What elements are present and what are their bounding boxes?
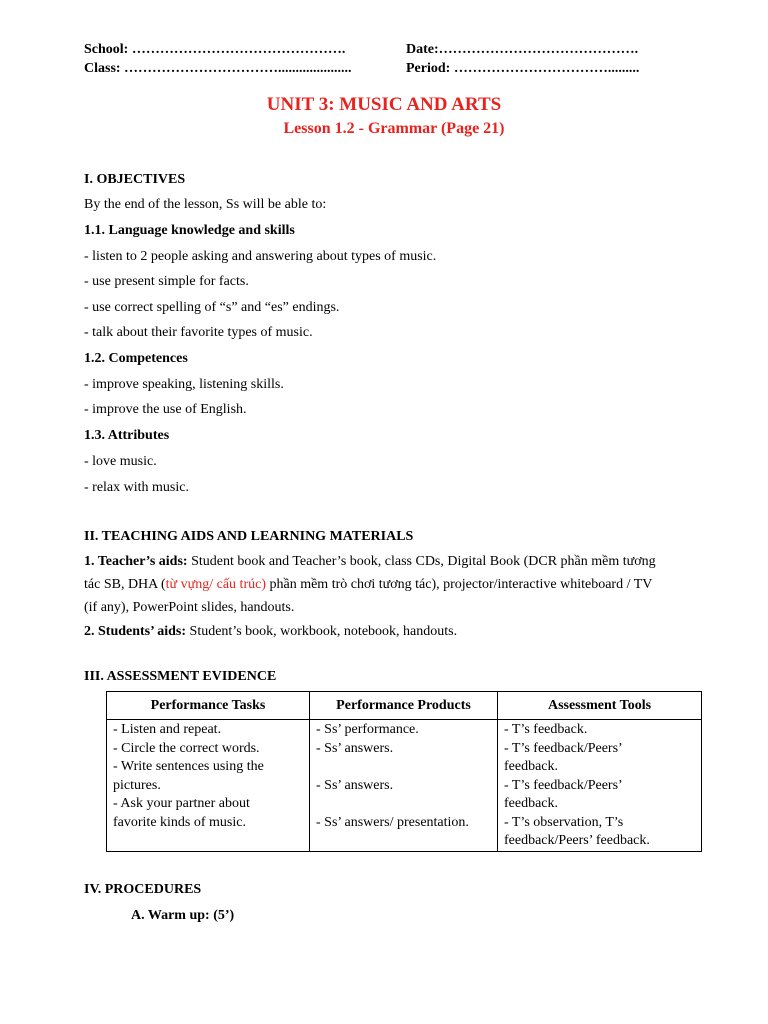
list-item: - love music. [84,454,157,469]
cell-line: - Ss’ answers/ presentation. [316,814,469,830]
lesson-title: Lesson 1.2 - Grammar (Page 21) [283,120,505,137]
cell-line [316,758,491,777]
list-item: - talk about their favorite types of music. [84,325,313,340]
competences-heading: 1.2. Competences [84,351,188,366]
class-field: Class: ……………………………..................... [84,61,352,76]
cell-line: - Write sentences using the [113,759,264,774]
cell-line: - Ss’ answers. [316,777,394,793]
teacher-aids-line-2 [84,577,652,593]
cell-line: - T’s feedback. [504,722,588,737]
teacher-aids-line-3: (if any), PowerPoint slides, handouts. [84,600,295,615]
cell-line: - T’s feedback/Peers’ [504,740,623,756]
period-field: Period: ……………………………......... [406,61,640,76]
cell-line: favorite kinds of music. [113,814,246,830]
date-field: Date:……………………………………. [406,42,639,57]
cell-line: - Ss’ performance. [316,722,419,737]
cell-line: feedback. [504,759,559,774]
assessment-heading: III. ASSESSMENT EVIDENCE [84,669,277,684]
tools-cell [498,720,702,852]
cell-line: - Circle the correct words. [113,740,260,756]
students-aids-label: 2. Students’ aids: [84,624,187,639]
products-cell [310,720,498,852]
column-header: Performance Products [310,692,498,720]
list-item: - use present simple for facts. [84,274,249,289]
list-item: - improve the use of English. [84,402,247,417]
cell-line [316,795,491,814]
cell-line: - Listen and repeat. [113,722,222,737]
column-header: Performance Tasks [107,692,310,720]
cell-line: feedback/Peers’ feedback. [504,833,650,848]
procedures-heading: IV. PROCEDURES [84,882,202,897]
objectives-intro: By the end of the lesson, Ss will be able to: [84,197,327,212]
tasks-cell [107,720,310,852]
list-item: - use correct spelling of “s” and “es” endings. [84,300,340,315]
list-item: - relax with music. [84,480,189,495]
cell-line: - Ss’ answers. [316,740,394,756]
unit-title: UNIT 3: MUSIC AND ARTS [266,94,502,115]
teacher-aids-text: tác SB, DHA ( [84,577,166,592]
warmup-heading: A. Warm up: (5’) [131,908,235,923]
aids-heading: II. TEACHING AIDS AND LEARNING MATERIALS [84,529,414,544]
students-aids-text: Student’s book, workbook, notebook, handouts. [186,624,458,639]
list-item: - improve speaking, listening skills. [84,377,284,392]
school-field: School: ………………………………………. [84,42,346,57]
cell-line: feedback. [504,796,559,811]
list-item: - listen to 2 people asking and answering about types of music. [84,249,437,264]
teacher-aids-label: 1. Teacher’s aids: [84,554,188,569]
teacher-aids-text: Student book and Teacher’s book, class CDs, Digital Book (DCR phần mềm tương [187,554,656,569]
cell-line: - T’s observation, T’s [504,814,624,830]
assessment-table [106,691,702,852]
teacher-aids-text: phần mềm trò chơi tương tác), projector/interactive whiteboard / TV [265,577,653,592]
teacher-aids-highlight: từ vựng/ cấu trúc) [165,577,266,592]
attributes-heading: 1.3. Attributes [84,428,170,443]
table-row [107,720,702,852]
cell-line: pictures. [113,777,161,793]
objectives-heading: I. OBJECTIVES [84,172,186,187]
cell-line: - T’s feedback/Peers’ [504,777,623,793]
teacher-aids-line-1 [84,554,656,570]
knowledge-heading: 1.1. Language knowledge and skills [84,223,295,238]
students-aids-line [84,624,457,640]
cell-line: - Ask your partner about [113,796,250,811]
column-header: Assessment Tools [498,692,702,720]
table-header-row [107,692,702,720]
